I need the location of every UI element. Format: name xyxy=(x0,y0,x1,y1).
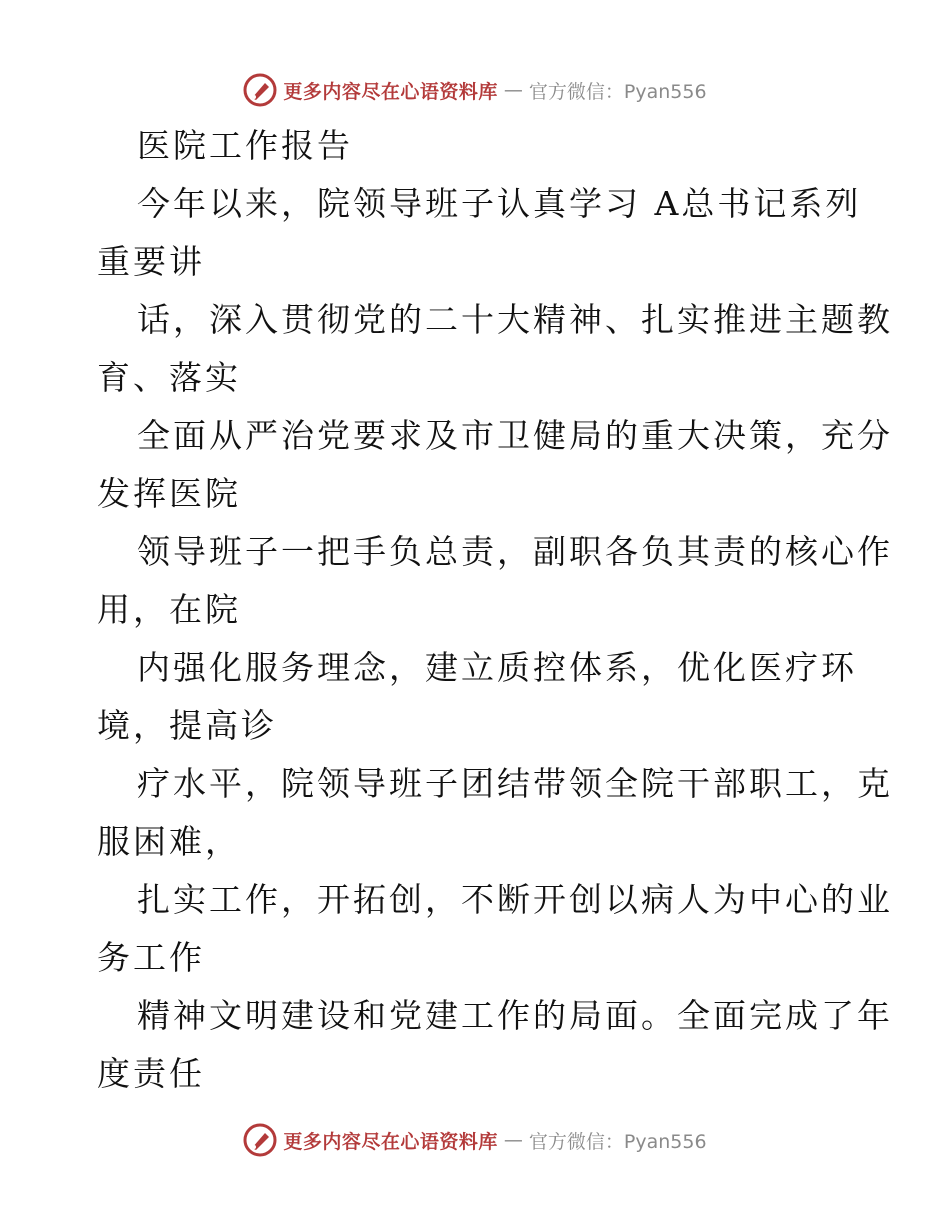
pen-logo-icon xyxy=(243,73,277,107)
body-line: 重要讲 xyxy=(97,242,205,281)
body-line: 用，在院 xyxy=(97,590,241,629)
watermark-main-text: 更多内容尽在心语资料库 xyxy=(283,1130,498,1153)
body-line: 务工作 xyxy=(97,938,205,977)
body-line: 发挥医院 xyxy=(97,474,241,513)
body-line: 服困难， xyxy=(97,822,241,861)
body-line: 育、落实 xyxy=(97,358,241,397)
watermark-footer xyxy=(0,1120,950,1160)
body-line: 全面从严治党要求及市卫健局的重大决策，充分 xyxy=(137,416,893,455)
watermark-wechat-text: 官方微信：Pyan556 xyxy=(528,80,707,103)
pen-logo-icon xyxy=(243,1123,277,1157)
body-line: 话，深入贯彻党的二十大精神、扎实推进主题教 xyxy=(137,300,893,339)
watermark-wechat-text: 官方微信：Pyan556 xyxy=(528,1130,707,1153)
body-line: 扎实工作，开拓创，不断开创以病人为中心的业 xyxy=(137,880,893,919)
watermark-separator: — xyxy=(503,79,523,101)
body-line: 精神文明建设和党建工作的局面。全面完成了年 xyxy=(137,996,893,1035)
body-line: 今年以来，院领导班子认真学习 A总书记系列 xyxy=(137,184,862,223)
body-line: 境，提高诊 xyxy=(97,706,277,745)
body-line: 内强化服务理念，建立质控体系，优化医疗环 xyxy=(137,648,857,687)
watermark-separator: — xyxy=(503,1129,523,1151)
body-line: 疗水平，院领导班子团结带领全院干部职工，克 xyxy=(137,764,893,803)
body-line: 度责任 xyxy=(97,1054,205,1093)
watermark-header xyxy=(0,70,950,110)
body-line: 领导班子一把手负总责，副职各负其责的核心作 xyxy=(137,532,893,571)
document-title: 医院工作报告 xyxy=(137,126,353,165)
watermark-main-text: 更多内容尽在心语资料库 xyxy=(283,80,498,103)
